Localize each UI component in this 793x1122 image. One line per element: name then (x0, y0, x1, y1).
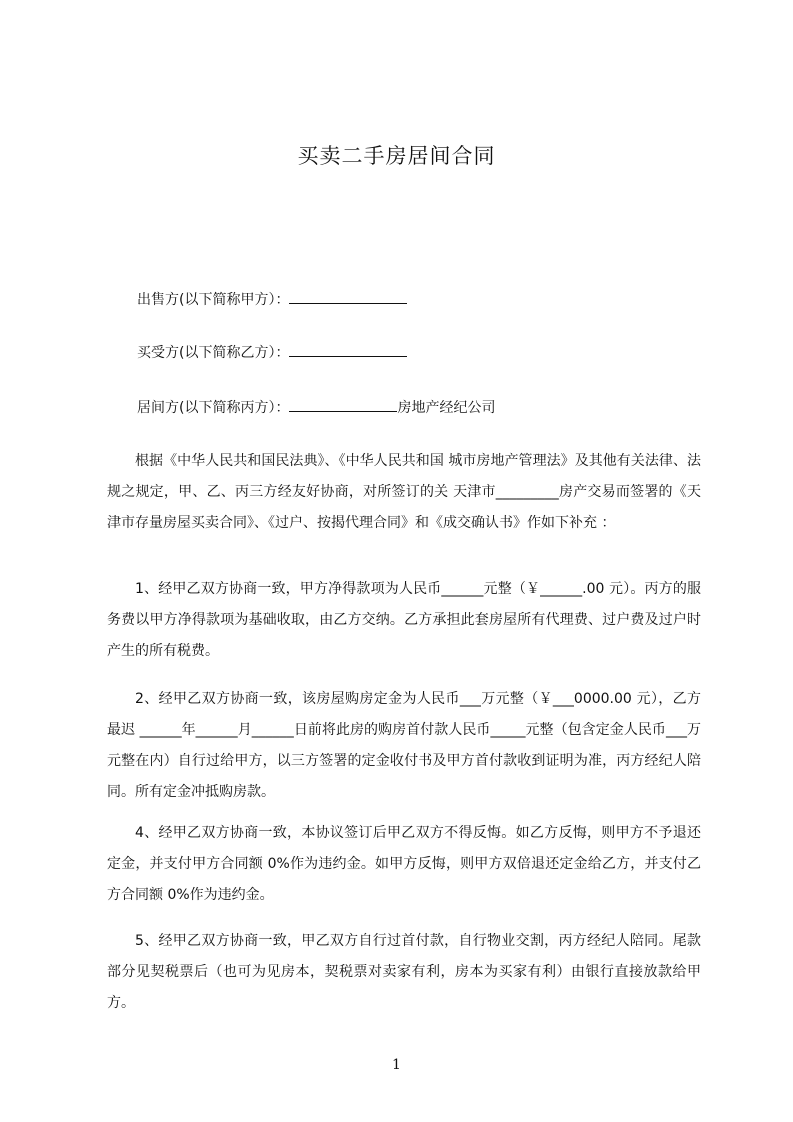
buyer-blank (289, 342, 407, 357)
agent-suffix: 房地产经纪公司 (397, 400, 496, 416)
buyer-line (137, 342, 407, 364)
agent-blank (289, 397, 397, 412)
seller-line (137, 289, 407, 311)
document-title: 买卖二手房居间合同 (297, 144, 496, 168)
clause-2-paragraph: 2、经甲乙双方协商一致，该房屋购房定金为人民币___万元整（￥___0000.00 元），乙方最迟 ______年______月______日前将此房的购房首付款人民币_____元整（包含定金人民币___万元整在内）自行过给甲方，以三方签署的定金收付书及甲方首付款收到证明为准，丙方经纪人陪同。所有定金冲抵购房款。 (107, 691, 701, 800)
buyer-label: 买受方(以下简称乙方）： (137, 345, 290, 361)
clause-5-paragraph: 5、经甲乙双方协商一致，甲乙双方自行过首付款，自行物业交割，丙方经纪人陪同。尾款部分见契税票后（也可为见房本，契税票对卖家有利，房本为买家有利）由银行直接放款给甲方。 (107, 933, 701, 1011)
agent-line (137, 397, 495, 419)
intro-paragraph: 根据《中华人民共和国民法典》、《中华人民共和国 城市房地产管理法》及其他有关法律、法规之规定，甲、乙、丙三方经友好协商，对所签订的关 天津市_________房产交易而签署的《天津市存量房屋买卖合同》、《过户、按揭代理合同》和《成交确认书》作如下补充 ： (107, 453, 701, 531)
clause-4-paragraph: 4、经甲乙双方协商一致，本协议签订后甲乙双方不得反悔。如乙方反悔，则甲方不予退还定金，并支付甲方合同额 0%作为违约金。如甲方反悔，则甲方双倍退还定金给乙方，并支付乙方合同额 0%作为违约金。 (107, 825, 701, 903)
agent-label: 居间方(以下简称丙方）： (137, 400, 290, 416)
seller-blank (289, 289, 407, 304)
seller-label: 出售方(以下简称甲方）： (137, 292, 290, 308)
page-number: 1 (392, 1057, 401, 1073)
clause-1-paragraph: 1、经甲乙双方协商一致，甲方净得款项为人民币______元整（￥______.00 元）。丙方的服务费以甲方净得款项为基础收取，由乙方交纳。乙方承担此套房屋所有代理费、过户费及过户时产生的所有税费。 (107, 581, 701, 659)
